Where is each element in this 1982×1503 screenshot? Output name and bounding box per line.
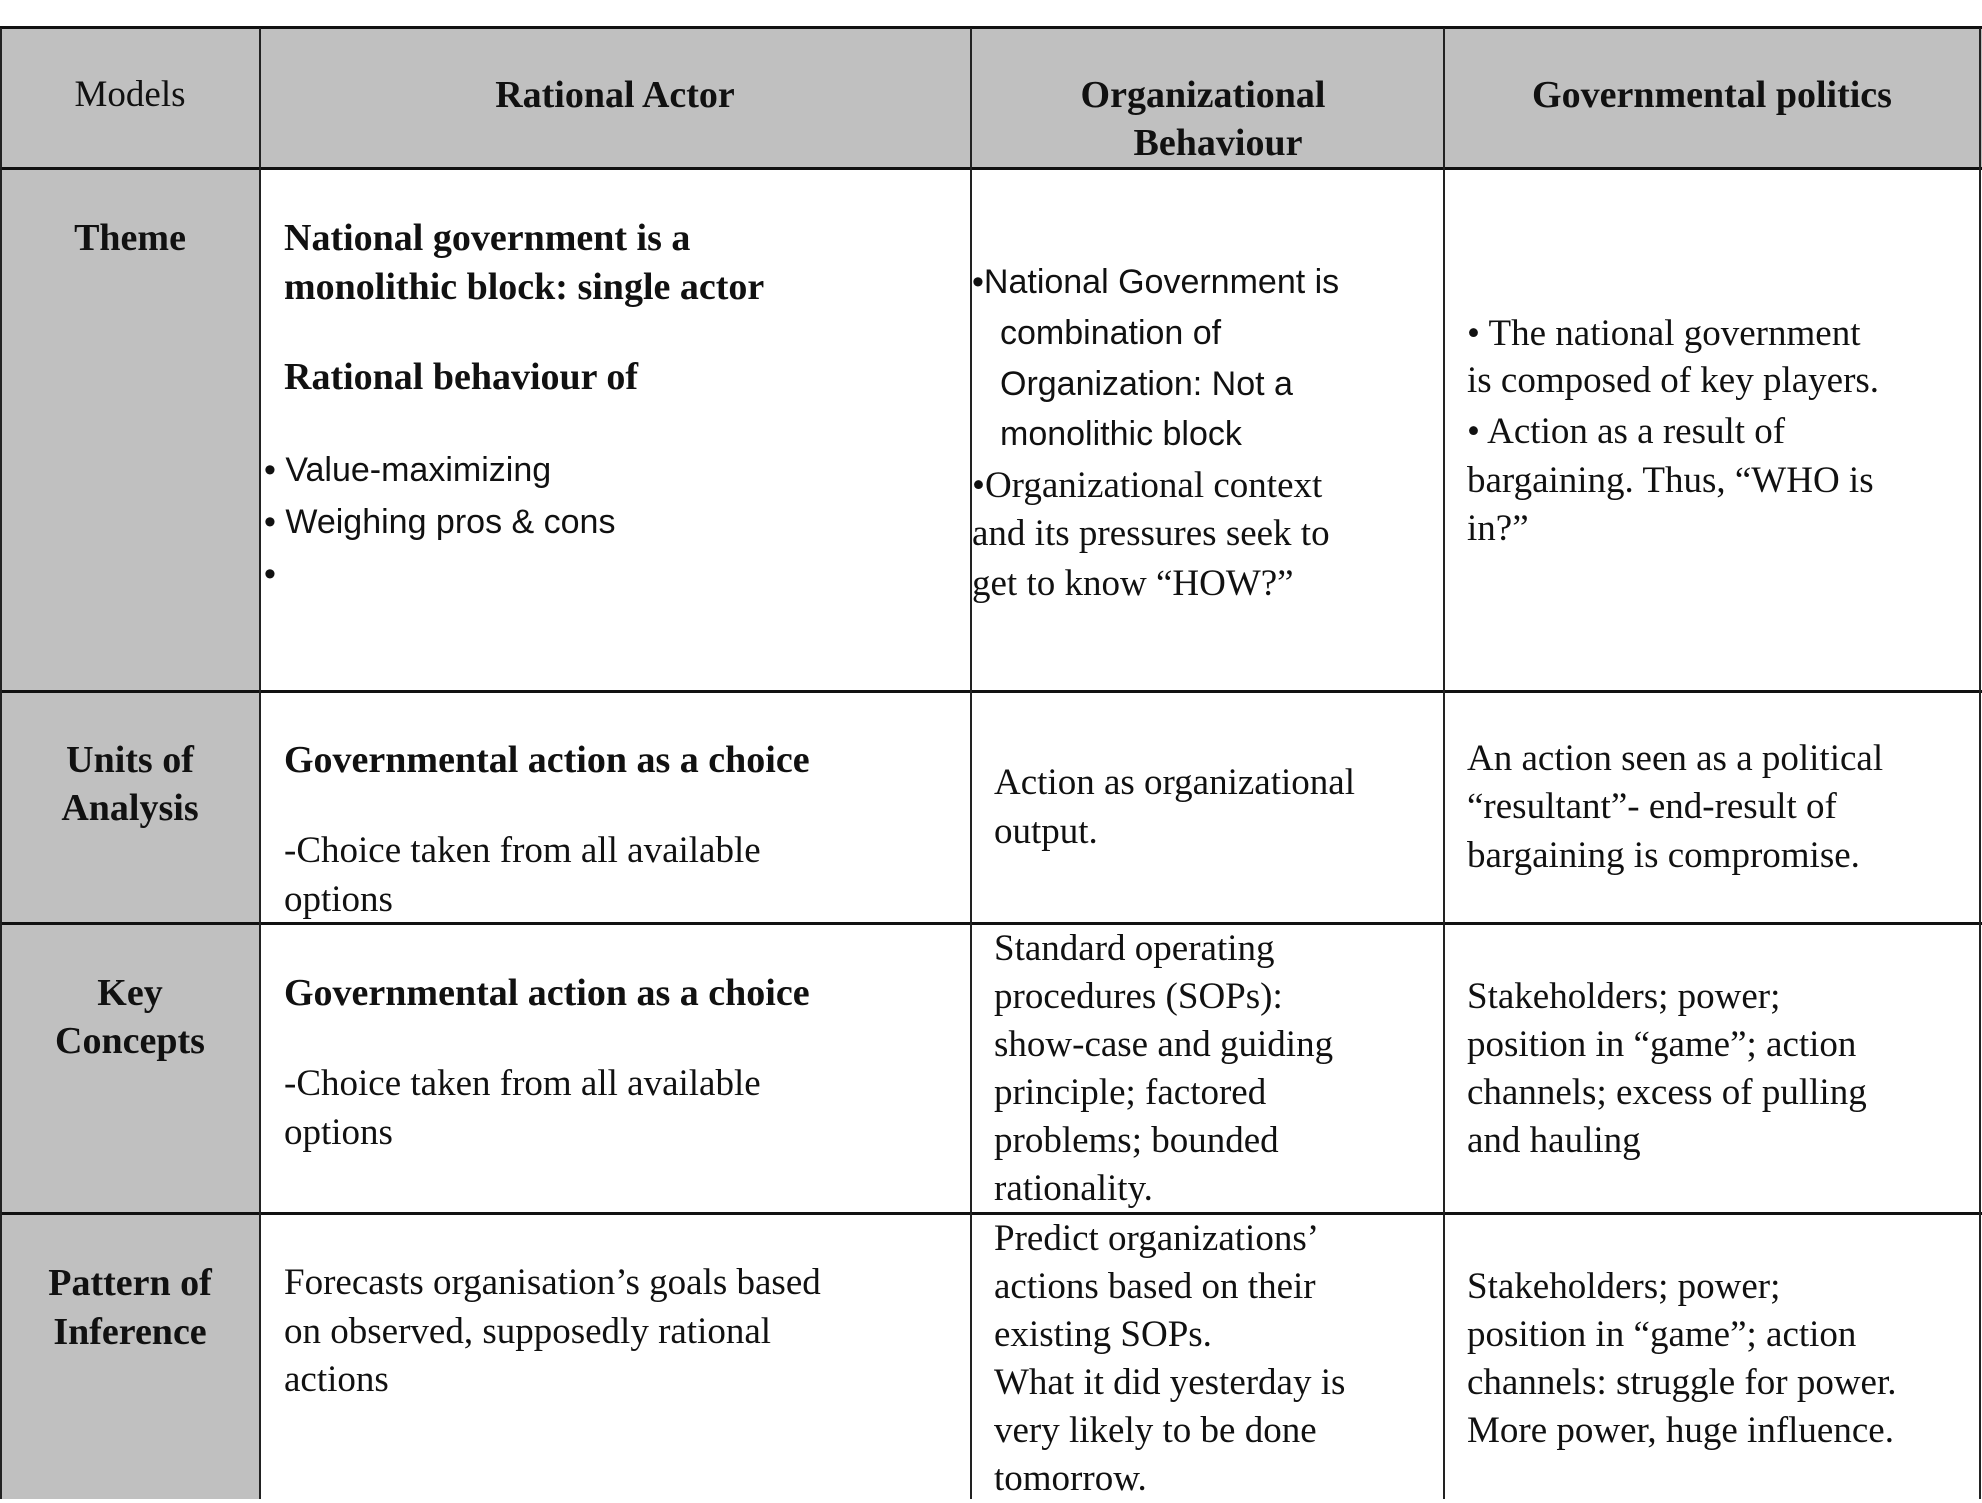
pattern-governmental-politics: position in “game”; action <box>1467 1314 1857 1355</box>
header-organizational-behaviour: Organizational <box>1080 74 1326 116</box>
theme-organizational-behaviour: •National Government is <box>972 263 1340 301</box>
pattern-organizational-behaviour: tomorrow. <box>994 1458 1147 1499</box>
row-label-key-concepts: Concepts <box>55 1020 205 1062</box>
theme-rational-actor-bullet: • Weighing pros & cons <box>264 503 616 541</box>
theme-organizational-behaviour: combination of <box>1000 314 1222 352</box>
row-label-pattern-of-inference: Inference <box>53 1311 207 1353</box>
row-divider <box>0 690 1982 693</box>
key-organizational-behaviour: principle; factored <box>994 1072 1267 1113</box>
theme-rational-actor-bullet: • Value-maximizing <box>264 451 552 489</box>
pattern-organizational-behaviour: very likely to be done <box>994 1410 1317 1451</box>
theme-rational-actor-bullet: • <box>264 555 276 593</box>
key-governmental-politics: Stakeholders; power; <box>1467 976 1781 1017</box>
pattern-governmental-politics: channels: struggle for power. <box>1467 1362 1897 1403</box>
units-organizational-behaviour: Action as organizational <box>994 762 1355 803</box>
key-governmental-politics: and hauling <box>1467 1120 1641 1161</box>
header-organizational-behaviour: Behaviour <box>1133 122 1303 164</box>
key-organizational-behaviour: rationality. <box>994 1168 1153 1209</box>
key-organizational-behaviour: Standard operating <box>994 928 1275 969</box>
units-governmental-politics: “resultant”- end-result of <box>1467 786 1837 827</box>
pattern-governmental-politics: More power, huge influence. <box>1467 1410 1894 1451</box>
pattern-organizational-behaviour: Predict organizations’ <box>994 1218 1320 1259</box>
units-organizational-behaviour: output. <box>994 811 1098 852</box>
units-rational-actor: Governmental action as a choice <box>284 739 810 781</box>
row-label-pattern-of-inference: Pattern of <box>48 1262 212 1304</box>
pattern-organizational-behaviour: existing SOPs. <box>994 1314 1212 1355</box>
key-rational-actor: Governmental action as a choice <box>284 972 810 1014</box>
row-label-theme: Theme <box>74 217 186 259</box>
column-divider <box>0 28 2 1499</box>
pattern-organizational-behaviour: actions based on their <box>994 1266 1316 1307</box>
theme-organizational-behaviour: monolithic block <box>1000 415 1242 453</box>
theme-governmental-politics: in?” <box>1467 508 1529 549</box>
row-label-units-of-analysis: Analysis <box>61 787 199 829</box>
key-organizational-behaviour: problems; bounded <box>994 1120 1279 1161</box>
units-governmental-politics: An action seen as a political <box>1467 738 1884 779</box>
theme-governmental-politics: • Action as a result of <box>1467 411 1786 452</box>
theme-governmental-politics: • The national government <box>1467 313 1861 354</box>
row-label-key-concepts: Key <box>97 972 163 1014</box>
column-divider <box>1979 28 1981 1499</box>
pattern-rational-actor: Forecasts organisation’s goals based <box>284 1262 821 1303</box>
units-governmental-politics: bargaining is compromise. <box>1467 835 1860 876</box>
theme-organizational-behaviour: get to know “HOW?” <box>972 563 1294 604</box>
header-models: Models <box>74 74 186 115</box>
key-governmental-politics: position in “game”; action <box>1467 1024 1857 1065</box>
theme-governmental-politics: bargaining. Thus, “WHO is <box>1467 460 1874 501</box>
theme-organizational-behaviour: •Organizational context <box>972 465 1323 506</box>
column-divider <box>970 28 972 1499</box>
theme-organizational-behaviour: and its pressures seek to <box>972 513 1330 554</box>
theme-governmental-politics: is composed of key players. <box>1467 360 1880 401</box>
pattern-governmental-politics: Stakeholders; power; <box>1467 1266 1781 1307</box>
pattern-rational-actor: on observed, supposedly rational <box>284 1311 772 1352</box>
theme-organizational-behaviour: Organization: Not a <box>1000 365 1293 403</box>
header-governmental-politics: Governmental politics <box>1532 74 1892 116</box>
key-rational-actor: options <box>284 1112 393 1153</box>
units-rational-actor: options <box>284 879 393 920</box>
column-divider <box>1443 28 1445 1499</box>
units-rational-actor: -Choice taken from all available <box>284 830 761 871</box>
key-governmental-politics: channels; excess of pulling <box>1467 1072 1867 1113</box>
row-divider <box>0 1212 1982 1215</box>
column-divider <box>259 28 261 1499</box>
header-rational-actor: Rational Actor <box>495 74 735 116</box>
theme-rational-actor: monolithic block: single actor <box>284 266 765 308</box>
key-rational-actor: -Choice taken from all available <box>284 1063 761 1104</box>
pattern-rational-actor: actions <box>284 1359 389 1400</box>
theme-rational-actor: Rational behaviour of <box>284 356 639 398</box>
row-divider <box>0 167 1982 170</box>
key-organizational-behaviour: procedures (SOPs): <box>994 976 1283 1017</box>
pattern-organizational-behaviour: What it did yesterday is <box>994 1362 1346 1403</box>
row-label-units-of-analysis: Units of <box>66 739 194 781</box>
table-top-border <box>0 26 1982 29</box>
theme-rational-actor: National government is a <box>284 217 691 259</box>
key-organizational-behaviour: show-case and guiding <box>994 1024 1334 1065</box>
